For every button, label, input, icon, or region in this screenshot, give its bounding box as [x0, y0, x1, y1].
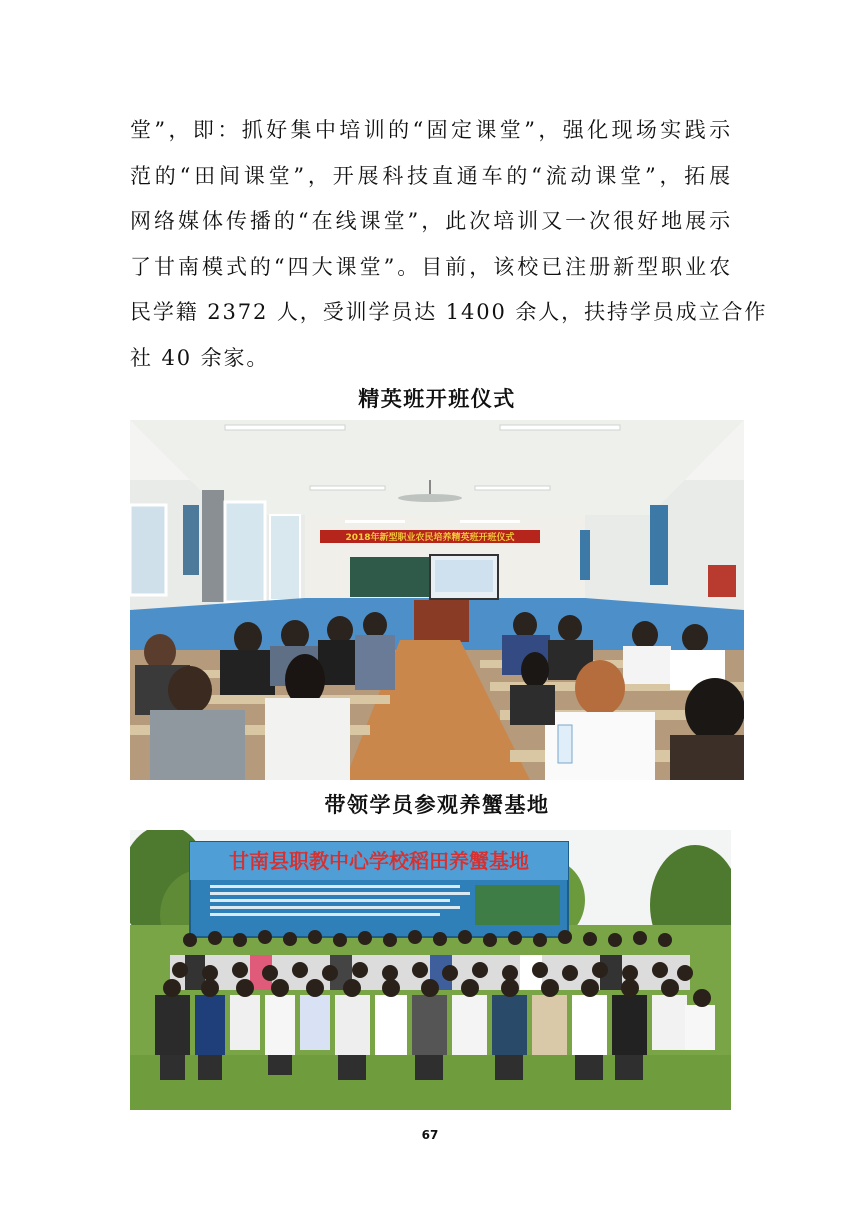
figure-caption-crab-farm: 带领学员参观养蟹基地: [324, 793, 550, 817]
sign-title: 甘南县职教中心学校稻田养蟹基地: [229, 849, 529, 873]
figure-caption-opening-ceremony: 精英班开班仪式: [358, 387, 516, 411]
paragraph-line: 堂”，即：抓好集中培训的“固定课堂”，强化现场实践示: [130, 118, 732, 142]
paragraph-line: 了甘南模式的“四大课堂”。目前，该校已注册新型职业农: [130, 254, 732, 279]
banner-text: 2018年新型职业农民培养精英班开班仪式: [345, 533, 515, 543]
paragraph-line: 网络媒体传播的“在线课堂”，此次培训又一次很好地展示: [130, 209, 732, 234]
classroom-photo: [130, 420, 744, 780]
page-number: 67: [421, 1128, 439, 1142]
body-paragraph: [130, 108, 768, 382]
crab-farm-group-photo: [130, 830, 731, 1110]
paragraph-line: 民学籍 2372 人，受训学员达 1400 余人，扶持学员成立合作: [130, 300, 768, 325]
paragraph-line: 社 40 余家。: [130, 345, 270, 370]
paragraph-line: 范的“田间课堂”，开展科技直通车的“流动课堂”，拓展: [130, 163, 732, 188]
